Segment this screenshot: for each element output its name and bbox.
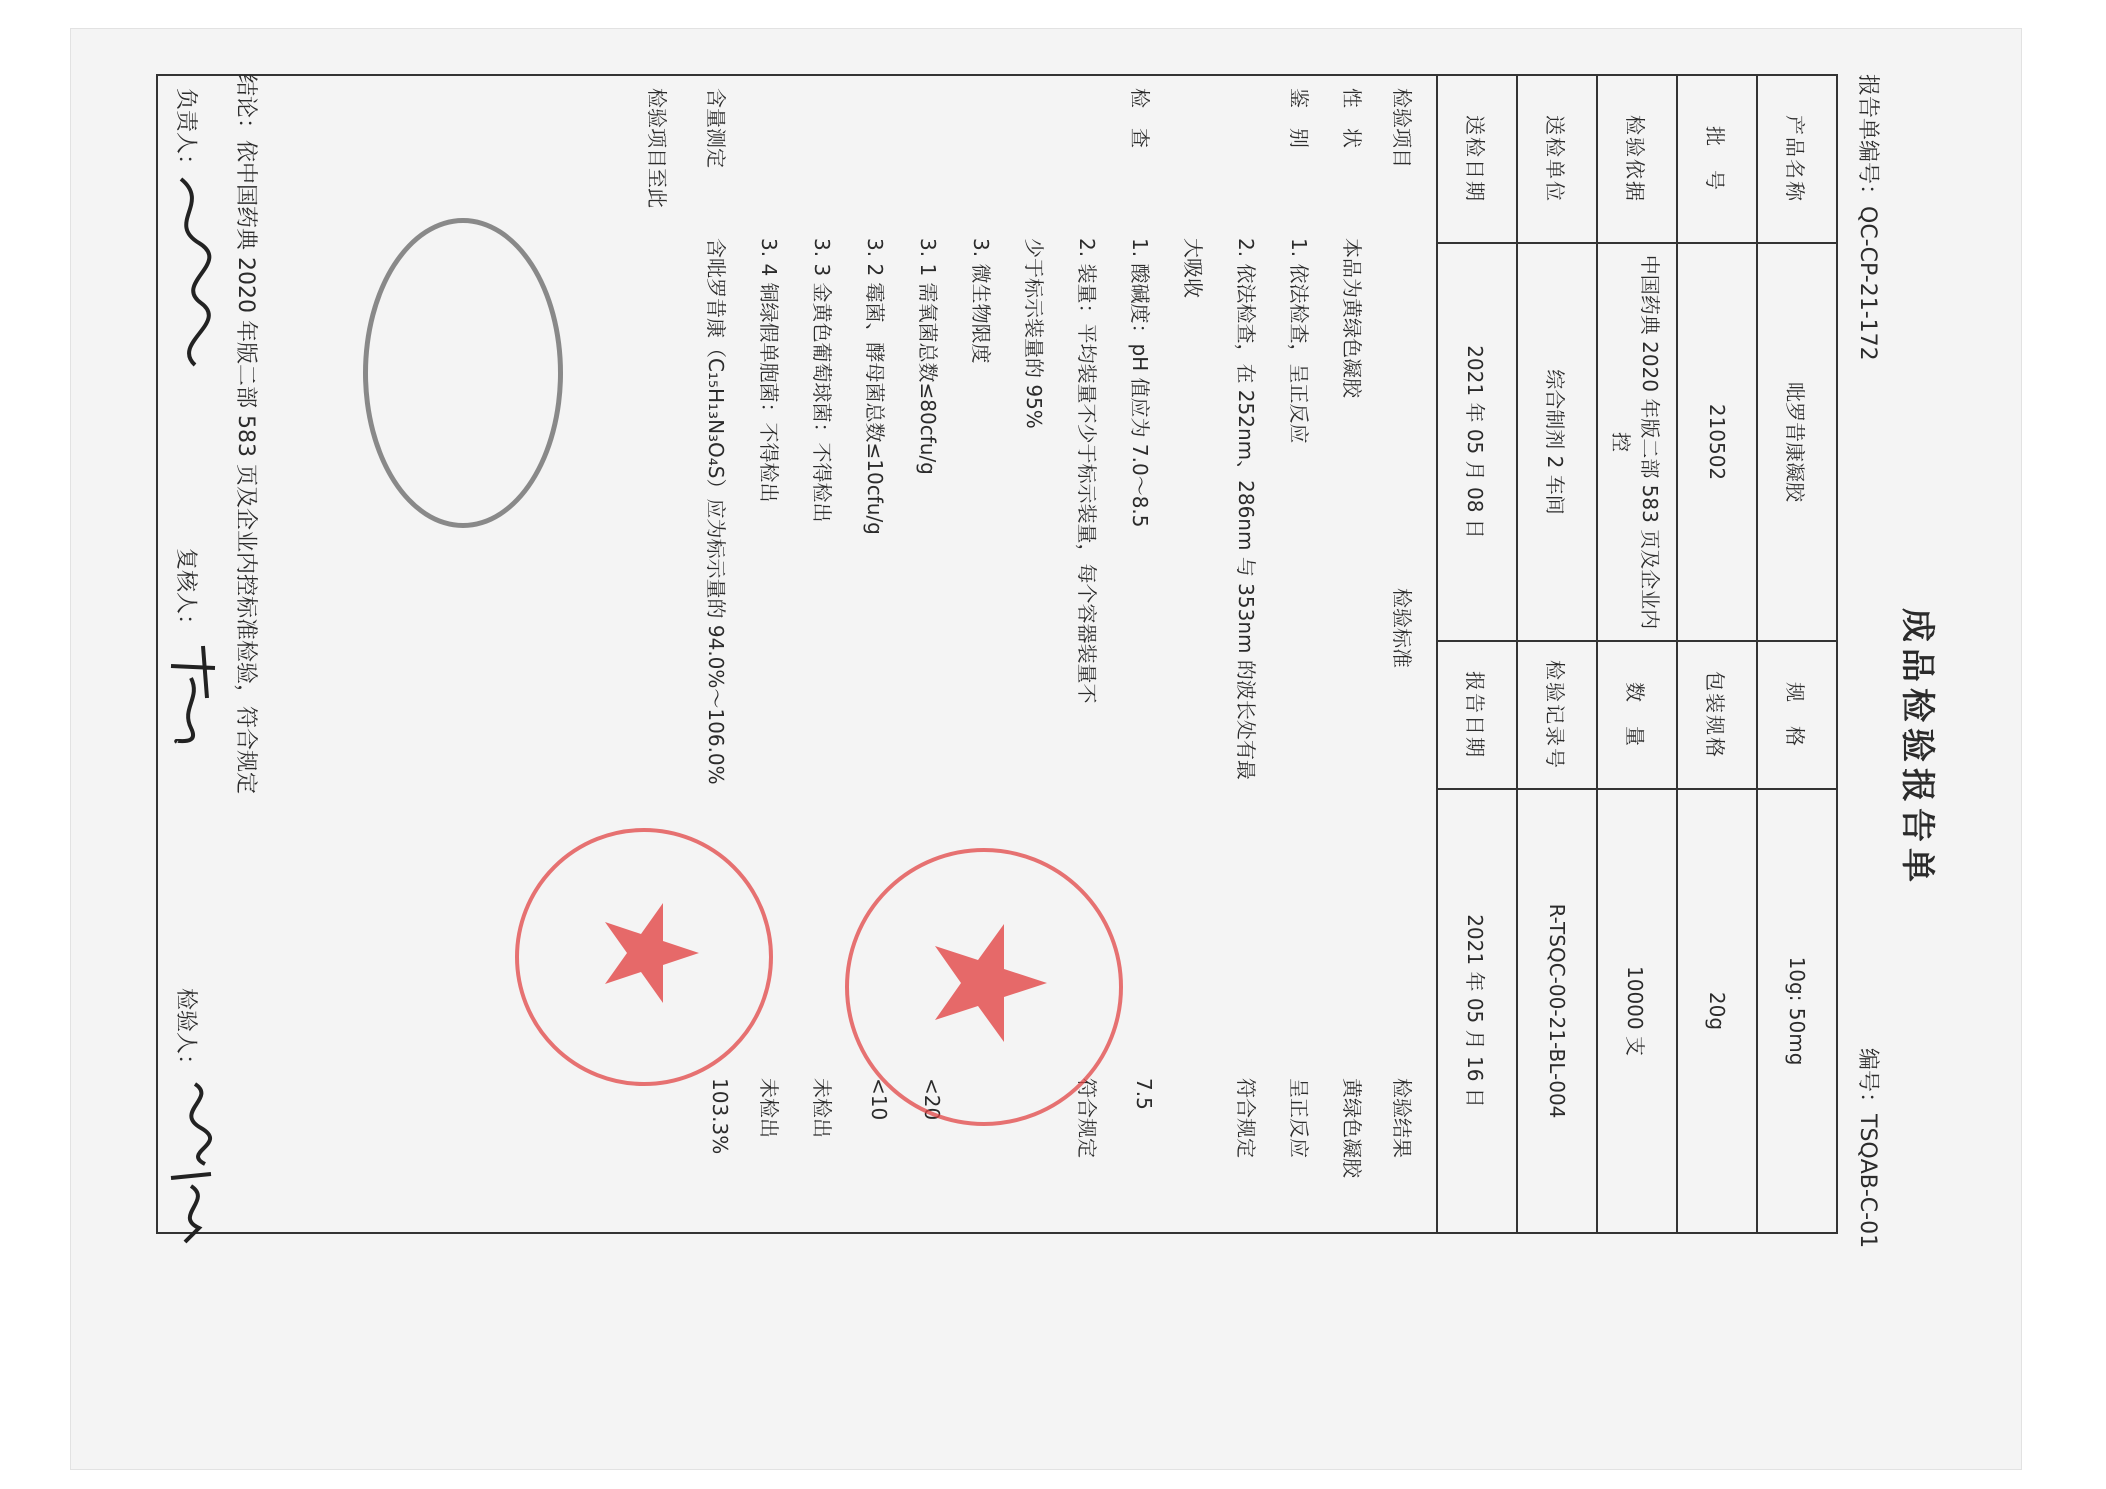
header-result: 检验结果	[1390, 1078, 1414, 1158]
manager-signature	[161, 173, 221, 373]
inspector-label: 检验人：	[173, 988, 198, 1077]
record: R-TSQC-00-21-BL-004	[1517, 789, 1597, 1233]
label-package: 包装规格	[1677, 641, 1757, 789]
quantity: 10000 支	[1597, 789, 1677, 1233]
row-item: 含量测定	[704, 88, 728, 168]
row-standard: 2. 装量：平均装量不少于标示装量，每个容器装量不	[1075, 238, 1099, 704]
row-result: 符合规定	[1234, 1078, 1258, 1158]
report-title: 成品检验报告单	[1897, 608, 1937, 888]
red-stamp-1-star	[857, 852, 1119, 1114]
info-table	[1436, 74, 1838, 1234]
product-name: 吡罗昔康凝胶	[1757, 243, 1837, 641]
row-standard: 3. 1 需氧菌总数≤80cfu/g	[916, 238, 940, 475]
row-item: 检 查	[1128, 88, 1152, 148]
red-stamp-1	[845, 848, 1123, 1126]
report-number: 报告单编号：QC-CP-21-172	[1855, 74, 1880, 361]
row-standard: 3. 3 金黄色葡萄球菌：不得检出	[810, 238, 834, 523]
spec: 10g: 50mg	[1757, 789, 1837, 1233]
row-item: 检验项目至此	[645, 88, 669, 208]
row-result: 103.3%	[708, 1078, 732, 1155]
row-result: 呈正反应	[1287, 1078, 1311, 1158]
row-standard: 3. 微生物限度	[969, 238, 993, 364]
row-result: 符合规定	[1075, 1078, 1099, 1158]
row-standard: 含吡罗昔康（C₁₅H₁₃N₃O₄S）应为标示量的 94.0%～106.0%	[704, 238, 728, 785]
label-quantity: 数 量	[1597, 641, 1677, 789]
red-stamp-2-star	[527, 832, 769, 1074]
quality-assurance-seal	[363, 218, 563, 528]
row-result: 黄绿色凝胶	[1340, 1078, 1364, 1178]
row-standard: 3. 4 铜绿假单胞菌：不得检出	[757, 238, 781, 503]
row-standard: 本品为黄绿色凝胶	[1340, 238, 1364, 398]
row-standard: 1. 依法检查，呈正反应	[1287, 238, 1311, 444]
label-basis: 检验依据	[1597, 75, 1677, 243]
row-standard: 少于标示装量的 95%	[1022, 238, 1046, 429]
label-product-name: 产品名称	[1757, 75, 1837, 243]
date: 2021 年 05 月 08 日	[1437, 243, 1517, 641]
row-standard: 3. 2 霉菌、酵母菌总数≤10cfu/g	[863, 238, 887, 535]
header-item: 检验项目	[1390, 88, 1414, 168]
row-result: 未检出	[810, 1078, 834, 1138]
inspector-signature	[161, 1078, 225, 1248]
label-date: 送检日期	[1437, 75, 1517, 243]
header-standard: 检验标准	[1390, 588, 1414, 668]
row-item: 性 状	[1340, 88, 1364, 148]
reviewer-label: 复核人：	[173, 548, 198, 637]
row-result: <20	[920, 1078, 944, 1121]
reviewer-signature	[161, 638, 221, 748]
basis: 中国药典 2020 年版二部 583 页及企业内控	[1597, 243, 1677, 641]
report-document	[23, 48, 2003, 1448]
red-stamp-2	[515, 828, 773, 1086]
label-spec: 规 格	[1757, 641, 1837, 789]
code-number: 编号：TSQAB-C-01	[1855, 1048, 1880, 1249]
label-record: 检验记录号	[1517, 641, 1597, 789]
manager-label: 负责人：	[173, 88, 198, 177]
package: 20g	[1677, 789, 1757, 1233]
conclusion: 结论：依中国药典 2020 年版二部 583 页及企业内控标准检验，符合规定	[233, 74, 258, 794]
report-date: 2021 年 05 月 16 日	[1437, 789, 1517, 1233]
row-result: <10	[867, 1078, 891, 1121]
row-result: 未检出	[757, 1078, 781, 1138]
label-dept: 送检单位	[1517, 75, 1597, 243]
label-report-date: 报告日期	[1437, 641, 1517, 789]
dept: 综合制剂 2 车间	[1517, 243, 1597, 641]
row-standard: 大吸收	[1181, 238, 1205, 298]
row-standard: 2. 依法检查，在 252nm、286nm 与 353nm 的波长处有最	[1234, 238, 1258, 780]
batch: 210502	[1677, 243, 1757, 641]
row-standard: 1. 酸碱度：pH 值应为 7.0～8.5	[1128, 238, 1152, 528]
row-item: 鉴 别	[1287, 88, 1311, 148]
row-result: 7.5	[1132, 1078, 1156, 1110]
label-batch: 批 号	[1677, 75, 1757, 243]
